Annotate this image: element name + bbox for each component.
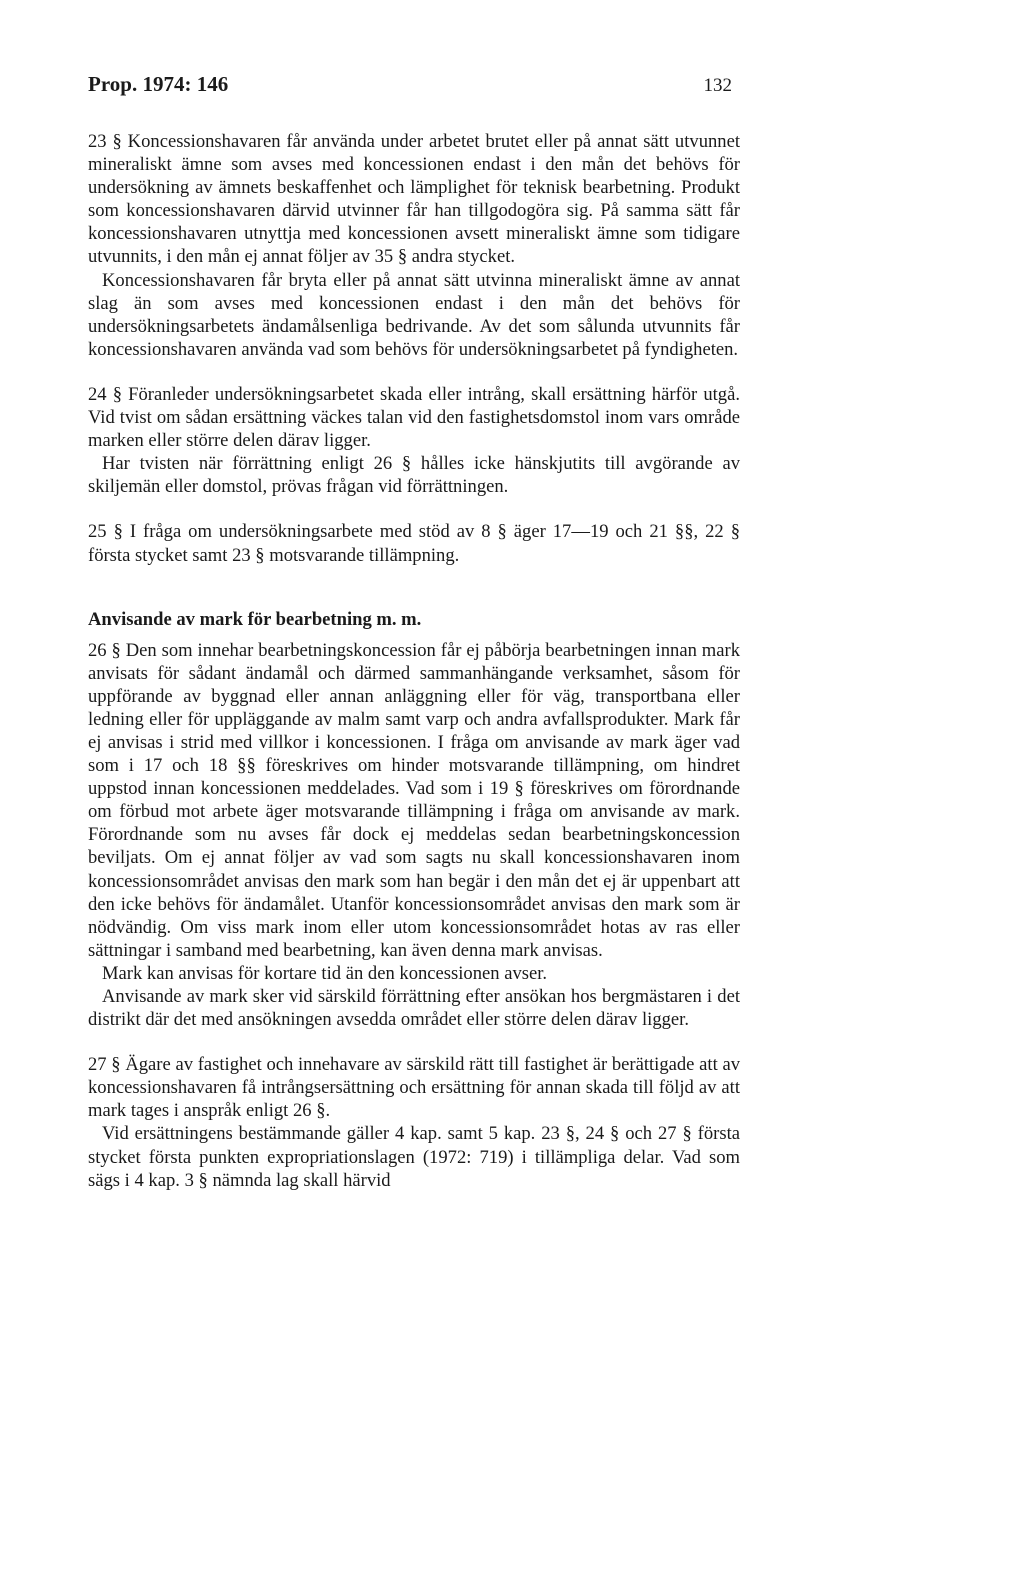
paragraph: Vid ersättningens bestämmande gäller 4 kap. samt 5 kap. 23 §, 24 § och 27 § första stycket första punkten expropriationslagen (1972: 719) i tillämpliga delar. Vad som sägs i 4 kap. 3 § nämnda lag skall härvid	[88, 1123, 740, 1191]
paragraph: Anvisande av mark sker vid särskild förrättning efter ansökan hos bergmästaren i det distrikt där det med ansökningen avsedda området eller större delen därav ligger.	[88, 986, 740, 1031]
paragraph: 23 § Koncessionshavaren får använda under arbetet brutet eller på annat sätt utvunnet mineraliskt ämne som avses med koncessionen endast i den mån det behövs för undersökning av ämnets beskaffenhet och lämplighet för teknisk bearbetning. Produkt som koncessionshavaren därvid utvinner får han tillgodogöra sig. På samma sätt får koncessionshavaren utnyttja med koncessionen avsett mineraliskt ämne som tidigare utvunnits, i den mån ej annat följer av 35 § andra stycket.	[88, 131, 740, 268]
paragraph: Har tvisten när förrättning enligt 26 § hålles icke hänskjutits till avgörande av skiljemän eller domstol, prövas frågan vid förrättningen.	[88, 453, 740, 498]
section-24	[88, 383, 740, 498]
paragraph: 27 § Ägare av fastighet och innehavare av särskild rätt till fastighet är berättigade att av koncessionshavaren få intrångsersättning och ersättning för annan skada till följd av att mark tages i anspråk enligt 26 §.	[88, 1054, 740, 1122]
paragraph: Mark kan anvisas för kortare tid än den koncessionen avser.	[102, 962, 548, 984]
section-23	[88, 130, 740, 361]
page-number: 132	[703, 75, 732, 96]
paragraph: 25 § I fråga om undersökningsarbete med stöd av 8 § äger 17—19 och 21 §§, 22 § första stycket samt 23 § motsvarande tillämpning.	[88, 521, 740, 566]
paragraph: Koncessionshavaren får bryta eller på annat sätt utvinna mineraliskt ämne av annat slag än som avses med koncessionen endast i den mån det behövs för undersökningsarbetets ändamålsenliga bedrivande. Av det som sålunda utvunnits får koncessionshavaren använda vad som behövs för undersökningsarbetet på fyndigheten.	[88, 269, 740, 360]
paragraph: 24 § Föranleder undersökningsarbetet skada eller intrång, skall ersättning härför utgå. Vid tvist om sådan ersättning väckes talan vid den fastighetsdomstol inom vars område marken eller större delen därav ligger.	[88, 383, 740, 452]
document-page	[88, 72, 740, 1192]
section-heading: Anvisande av mark för bearbetning m. m.	[88, 608, 422, 630]
section-27	[88, 1053, 740, 1192]
section-25	[88, 520, 740, 566]
document-title: Prop. 1974: 146	[88, 72, 229, 96]
paragraph: 26 § Den som innehar bearbetningskoncession får ej påbörja bearbetningen innan mark anvisats för sådant ändamål och därmed sammanhängande verksamhet, såsom för uppförande av byggnad eller annan anläggning eller för väg, transportbana eller ledning eller för uppläggande av malm samt varp och andra avfallsprodukter. Mark får ej anvisas i strid med villkor i koncessionen. I fråga om anvisande av mark äger vad som i 17 och 18 §§ föreskrives om hinder motsvarande tillämpning, om hindret uppstod innan koncessionen meddelades. Vad som i 19 § föreskrives om förordnande om förbud mot arbete äger motsvarande tillämpning i fråga om anvisande av mark. Förordnande som nu avses får dock ej meddelas sedan bearbetningskoncession beviljats. Om ej annat följer av vad som sagts nu skall koncessionshavaren inom koncessionsområdet anvisas den mark som han begär i den mån det ej är uppenbart att den icke behövs för ändamålet. Utanför koncessionsområdet anvisas den mark som är nödvändig. Om viss mark inom eller utom koncessionsområdet hotas av ras eller sättningar i samband med bearbetning, kan även denna mark anvisas.	[88, 639, 740, 961]
section-26	[88, 639, 740, 1032]
page-header	[88, 72, 740, 112]
